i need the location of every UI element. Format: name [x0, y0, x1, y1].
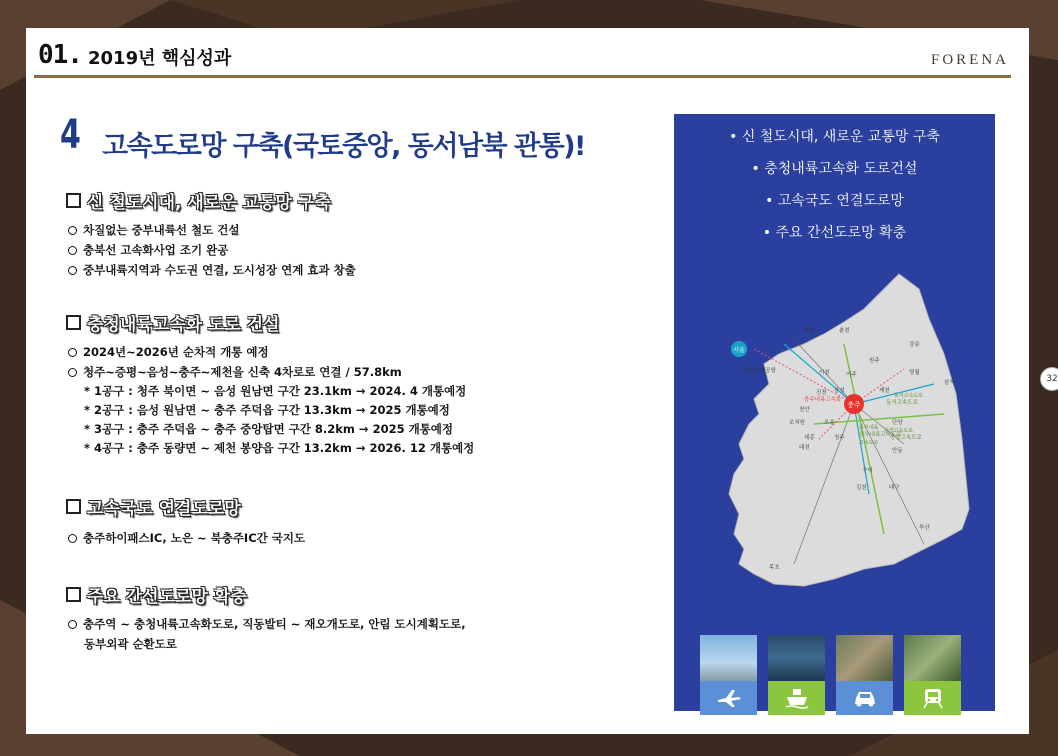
- svg-text:강릉: 강릉: [909, 342, 920, 348]
- svg-text:원주: 원주: [869, 358, 880, 364]
- svg-text:구미: 구미: [862, 468, 873, 474]
- page-number: 32: [1040, 367, 1058, 391]
- list-subitem: * 4공구 : 충주 동량면 ~ 제천 봉양읍 구간 13.2km → 2026. 12 개통예정: [84, 441, 475, 455]
- slide-page: [26, 28, 1029, 734]
- topic-number: 4: [60, 112, 81, 158]
- circle-bullet-icon: [68, 348, 77, 357]
- svg-text:부산: 부산: [919, 525, 930, 531]
- list-item-continuation: 동부외곽 순환도로: [84, 637, 177, 651]
- svg-text:춘천: 춘천: [839, 328, 850, 334]
- section-heading-text: 충청내륙고속화 도로 건설: [87, 315, 280, 335]
- train-icon: [904, 681, 961, 715]
- circle-bullet-icon: [68, 226, 77, 235]
- section-heading-text: 신 철도시대, 새로운 교통망 구축: [87, 193, 331, 213]
- list-item-text: 충주역 ~ 충청내륙고속화도로, 직동발티 ~ 재오개도로, 안림 도시계획도로,: [83, 617, 466, 631]
- panel-bullet: • 충청내륙고속화 도로건설: [751, 161, 918, 177]
- list-item: [68, 364, 402, 380]
- svg-text:안동: 안동: [892, 448, 903, 454]
- svg-text:진천: 진천: [816, 390, 827, 396]
- interchange-photo-card: [836, 635, 893, 715]
- transport-summary-panel: [674, 114, 995, 711]
- list-item: [68, 242, 228, 258]
- korea-peninsula-shape: [729, 274, 969, 586]
- ship-icon: [768, 681, 825, 715]
- panel-bullet: • 고속국도 연결도로망: [765, 193, 904, 209]
- checkbox-square-icon: [66, 315, 81, 330]
- interchange-photo: [836, 635, 893, 681]
- section-title: 2019년 핵심성과: [88, 48, 232, 69]
- circle-bullet-icon: [68, 246, 77, 255]
- airport-photo: [700, 635, 757, 681]
- svg-text:음성: 음성: [834, 388, 845, 394]
- section-heading-national-road: [66, 494, 241, 519]
- svg-text:삼척: 삼척: [944, 380, 955, 386]
- checkbox-square-icon: [66, 587, 81, 602]
- checkbox-square-icon: [66, 193, 81, 208]
- list-item-text: 차질없는 중부내륙선 철도 건설: [83, 223, 240, 237]
- header-rule: [34, 75, 1011, 78]
- section-heading-trunk-road: [66, 582, 247, 607]
- svg-text:중앙고속도로: 중앙고속도로: [890, 435, 922, 441]
- svg-text:영월: 영월: [909, 370, 920, 376]
- list-subitem: * 3공구 : 충주 주덕읍 ~ 충주 중앙탑면 구간 8.2km → 2025 개통예정: [84, 422, 454, 436]
- svg-text:조치원: 조치원: [789, 420, 805, 426]
- svg-text:제천: 제천: [879, 388, 890, 394]
- section-heading-text: 주요 간선도로망 확충: [87, 587, 247, 607]
- rail-photo: [904, 635, 961, 681]
- svg-text:고속도로: 고속도로: [859, 440, 879, 446]
- svg-text:이천: 이천: [819, 370, 830, 376]
- car-icon: [836, 681, 893, 715]
- topic-title: 고속도로망 구축(국토중앙, 동서남북 관통)!: [102, 131, 585, 162]
- svg-text:인천국제공항: 인천국제공항: [744, 368, 776, 374]
- svg-text:충주내륙고속화: 충주내륙고속화: [804, 397, 842, 403]
- korea-transport-map: [694, 264, 984, 594]
- brand-logo: FORENA: [930, 52, 1009, 68]
- svg-text:세종: 세종: [804, 435, 815, 441]
- list-item-text: 중부내륙지역과 수도권 연결, 도시성장 연계 효과 창출: [83, 263, 356, 277]
- list-item: [68, 530, 305, 546]
- chungju-label: 충주: [847, 401, 861, 409]
- svg-text:양평: 양평: [804, 328, 815, 334]
- panel-bullet: • 주요 간선도로망 확충: [762, 225, 907, 241]
- list-subitem: * 2공구 : 음성 원남면 ~ 충주 주덕읍 구간 13.3km → 2025 개통예정: [84, 403, 450, 417]
- circle-bullet-icon: [68, 534, 77, 543]
- list-item: [68, 616, 466, 632]
- list-item: [68, 222, 239, 238]
- svg-text:천안: 천안: [799, 407, 810, 413]
- port-photo: [768, 635, 825, 681]
- panel-bullet: • 신 철도시대, 새로운 교통망 구축: [729, 129, 940, 145]
- svg-text:동서고속도로: 동서고속도로: [894, 393, 923, 399]
- svg-text:단양: 단양: [892, 420, 903, 426]
- svg-text:중부내륙: 중부내륙: [859, 425, 879, 431]
- circle-bullet-icon: [68, 620, 77, 629]
- circle-bullet-icon: [68, 368, 77, 377]
- svg-text:대구: 대구: [889, 485, 900, 491]
- list-item: [68, 262, 356, 278]
- svg-text:청주: 청주: [834, 435, 845, 441]
- section-heading-text: 고속국도 연결도로망: [87, 499, 241, 519]
- airport-photo-card: [700, 635, 757, 715]
- svg-text:동서고속도로: 동서고속도로: [886, 400, 918, 406]
- svg-text:오송: 오송: [824, 420, 835, 426]
- svg-text:중부내륙고속도로: 중부내륙고속도로: [859, 432, 902, 438]
- circle-bullet-icon: [68, 266, 77, 275]
- section-heading-railway: [66, 188, 331, 213]
- airplane-icon: [700, 681, 757, 715]
- section-number: 01.: [38, 40, 82, 70]
- list-item-text: 청주~증평~음성~충주~제천을 신축 4차로로 연결 / 57.8km: [83, 365, 402, 379]
- svg-text:중앙고속도로: 중앙고속도로: [884, 428, 913, 434]
- seoul-label: 서울: [733, 347, 745, 354]
- svg-text:대전: 대전: [799, 445, 810, 451]
- svg-text:목포: 목포: [769, 565, 780, 571]
- port-photo-card: [768, 635, 825, 715]
- svg-text:여주: 여주: [846, 372, 857, 378]
- list-item: [68, 344, 269, 360]
- list-item-text: 충주하이패스IC, 노은 ~ 북충주IC간 국지도: [83, 531, 306, 545]
- list-subitem: * 1공구 : 청주 북이면 ~ 음성 원남면 구간 23.1km → 2024. 4 개통예정: [84, 384, 467, 398]
- checkbox-square-icon: [66, 499, 81, 514]
- list-item-text: 2024년~2026년 순차적 개통 예정: [83, 345, 269, 359]
- rail-photo-card: [904, 635, 961, 715]
- section-heading-expressway: [66, 310, 279, 335]
- svg-text:김천: 김천: [856, 485, 867, 491]
- list-item-text: 충북선 고속화사업 조기 완공: [83, 243, 229, 257]
